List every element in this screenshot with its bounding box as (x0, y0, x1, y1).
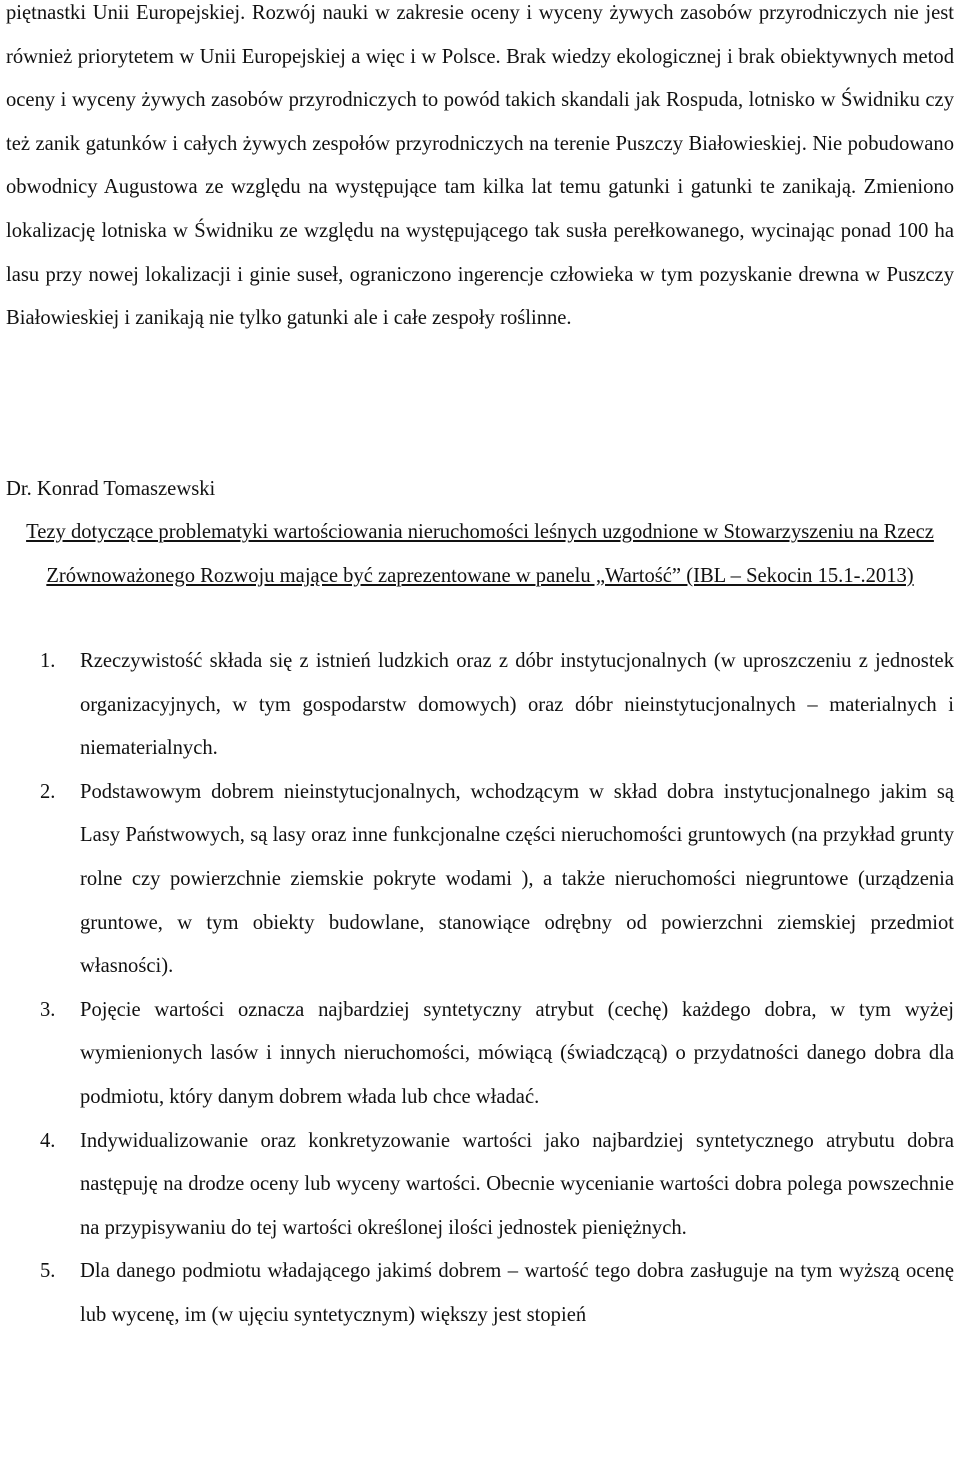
list-item-number: 3. (40, 998, 56, 1021)
list-item-number: 1. (40, 650, 56, 672)
author-name: Dr. Konrad Tomaszewski (6, 478, 216, 500)
list-item (0, 1250, 954, 1337)
list-item-number: 4. (40, 1129, 56, 1152)
list-item (0, 1120, 954, 1251)
list-item-text: Dla danego podmiotu władającego jakimś dobrem – wartość tego dobra zasługuje na tym wyższą ocenę lub wycenę, im (w ujęciu syntetycznym) większy jest stopień (80, 1260, 954, 1326)
list-item-text: Rzeczywistość składa się z istnień ludzkich oraz z dóbr instytucjonalnych (w uproszczeniu z jednostek organizacyjnych, w tym gospodarstw domowych) oraz dóbr nieinstytucjonalnych – materialnych i niematerialnych. (80, 650, 954, 760)
list-item-number: 5. (40, 1260, 56, 1283)
list-item-text: Indywidualizowanie oraz konkretyzowanie wartości jako najbardziej syntetycznego atrybutu dobra następuję na drodze oceny lub wyceny wartości. Obecnie wycenianie wartości dobra polega powszechnie na przypisywaniu do tej wartości określonej ilości jednostek pieniężnych. (80, 1129, 954, 1239)
intro-paragraph: piętnastki Unii Europejskiej. Rozwój nauki w zakresie oceny i wyceny żywych zasobów przyrodniczych nie jest również priorytetem w Unii Europejskiej a więc i w Polsce. Brak wiedzy ekologicznej i brak obiektywnych metod oceny i wyceny żywych zasobów przyrodniczych to powód takich skandali jak Rospuda, lotnisko w Świdniku czy też zanik gatunków i całych żywych zespołów przyrodniczych na terenie Puszczy Białowieskiej. Nie pobudowano obwodnicy Augustowa ze względu na występujące tam kilka lat temu gatunki i gatunki te zanikają. Zmieniono lokalizację lotniska w Świdniku ze względu na występującego tak susła perełkowanego, wycinając ponad 100 ha lasu przy nowej lokalizacji i ginie suseł, ograniczono ingerencje człowieka w tym pozyskanie drewna w Puszczy Białowieskiej i zanikają nie tylko gatunki ale i całe zespoły roślinne. (6, 2, 954, 330)
list-item (0, 771, 954, 989)
theses-list (0, 640, 960, 1338)
list-item-text: Pojęcie wartości oznacza najbardziej syntetyczny atrybut (cechę) każdego dobra, w tym wyżej wymienionych lasów i innych nieruchomości, mówiącą (świadczącą) o przydatności danego dobra dla podmiotu, który danym dobrem włada lub chce władać. (80, 998, 954, 1108)
list-item (0, 640, 954, 771)
document-title: Tezy dotyczące problematyki wartościowania nieruchomości leśnych uzgodnione w Stowarzyszeniu na Rzecz Zrównoważonego Rozwoju mające być zaprezentowane w panelu „Wartość” (IBL – Sekocin 15.1-.2013) (26, 521, 934, 587)
list-item-text: Podstawowym dobrem nieinstytucjonalnych, wchodzącym w skład dobra instytucjonalnego jakim są Lasy Państwowych, są lasy oraz inne funkcjonalne części nieruchomości gruntowych (na przykład grunty rolne czy powierzchnie ziemskie pokryte wodami ), a także nieruchomości niegruntowe (urządzenia gruntowe, w tym obiekty budowlane, stanowiące odrębny od powierzchni ziemskiej przedmiot własności). (80, 780, 954, 978)
list-item (0, 989, 954, 1120)
list-item-number: 2. (40, 780, 56, 803)
